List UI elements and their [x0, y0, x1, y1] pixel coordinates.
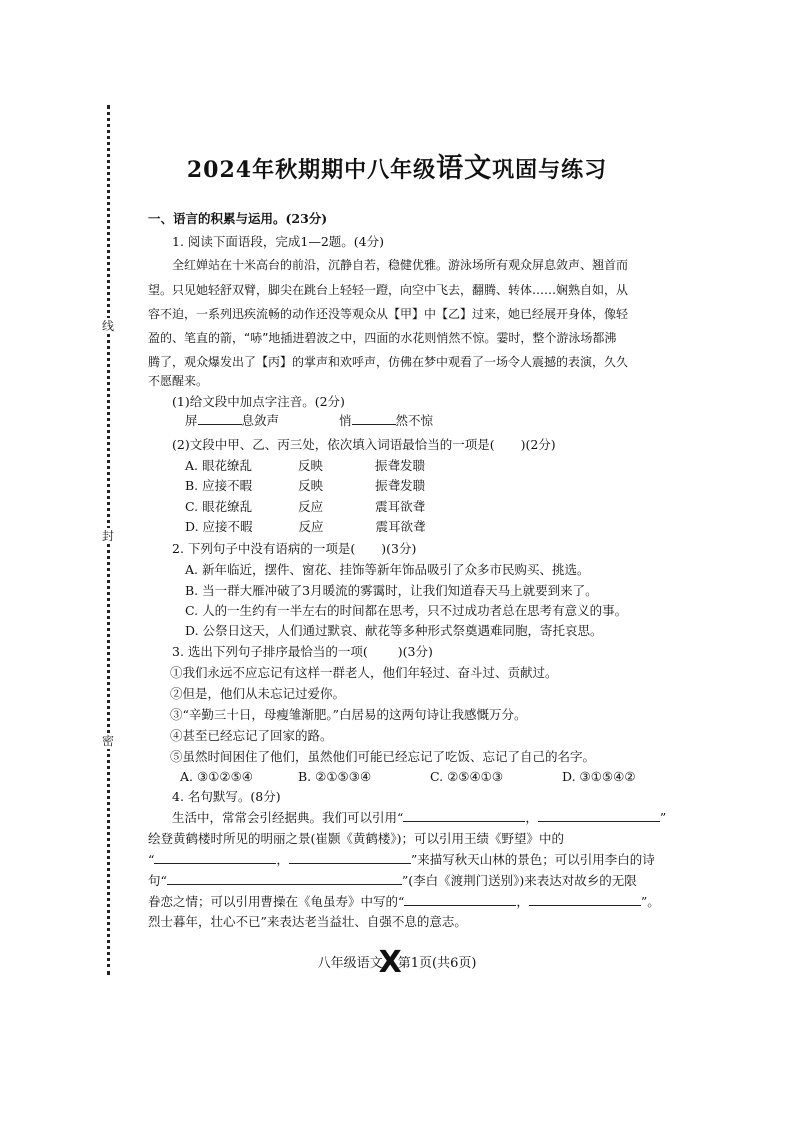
q3-sentence: ④甚至已经忘记了回家的路。: [170, 728, 333, 743]
q3-sentence: ②但是，他们从未忘记过爱你。: [170, 686, 346, 701]
passage-line: 望。只见她轻舒双臂，脚尖在跳台上轻轻一蹬，向空中飞去，翻腾、转体……娴熟自如，从: [148, 283, 629, 297]
section-heading: 一、语言的积累与运用。(23分): [148, 211, 328, 226]
passage-line: 腾了，观众爆发出了【丙】的掌声和欢呼声，仿佛在梦中观看了一场令人震撼的表演，久久: [148, 355, 629, 369]
title-subject: 语文: [436, 153, 493, 184]
binding-mark-feng: 封: [99, 528, 117, 544]
q1-1-items: 屏 息敛声 悄 然不惊: [185, 413, 434, 428]
q2-option-d: D. 公祭日这天，人们通过默哀、献花等多种形式祭奠遇难同胞，寄托哀思。: [185, 623, 603, 638]
q1-1-prompt: (1)给文段中加点字注音。(2分): [172, 394, 345, 409]
pinyin-blank-1[interactable]: [198, 412, 242, 425]
q1-2-option-c: C. 眼花缭乱 反应 震耳欲聋: [185, 499, 426, 514]
fill-blank[interactable]: [154, 851, 276, 864]
q3-option-c: C. ②⑤④①③: [430, 769, 504, 784]
q2-prompt: 2. 下列句子中没有语病的一项是( )(3分): [172, 541, 417, 556]
q2-option-c: C. 人的一生约有一半左右的时间都在思考，只不过成功者总在思考有意义的事。: [185, 603, 628, 618]
q1-2-option-a: A. 眼花缭乱 反映 振聋发聩: [185, 458, 426, 473]
q2-option-a: A. 新年临近，摆件、窗花、挂饰等新年饰品吸引了众多市民购买、挑选。: [185, 562, 590, 577]
q1-2-option-b: B. 应接不暇 反映 振聋发聩: [185, 478, 426, 493]
q3-option-d: D. ③①⑤④②: [562, 769, 636, 784]
passage-line: 盈的、笔直的箭，“哧”地插进碧波之中，四面的水花则悄然不惊。霎时，整个游泳场都沸: [148, 331, 617, 345]
q3-prompt: 3. 选出下列句子排序最恰当的一项( )(3分): [172, 644, 433, 659]
q1-2-prompt: (2)文段中甲、乙、丙三处，依次填入词语最恰当的一项是( )(2分): [172, 437, 556, 452]
pinyin-blank-2[interactable]: [352, 412, 396, 425]
binding-mark-xian: 线: [99, 318, 117, 334]
fill-blank[interactable]: [529, 893, 641, 906]
binding-mark-mi: 密: [99, 733, 117, 749]
passage-line: 全红婵站在十米高台的前沿，沉静自若，稳健优雅。游泳场所有观众屏息敛声、翘首而: [172, 258, 629, 272]
q2-option-b: B. 当一群大雁冲破了3月暖流的雾霭时，让我们知道春天马上就要到来了。: [185, 583, 598, 598]
q4-line: “ ， ”来描写秋天山林的景色；可以引用李白的诗: [148, 852, 655, 867]
q3-sentence: ③“辛勤三十日，母瘦雏渐肥。”白居易的这两句诗让我感慨万分。: [170, 707, 527, 722]
q1-2-option-d: D. 应接不暇 反应 震耳欲聋: [185, 519, 426, 534]
q3-sentence: ①我们永远不应忘记有这样一群老人，他们年轻过、奋斗过、贡献过。: [170, 665, 558, 680]
q3-option-b: B. ②①⑤③④: [298, 769, 372, 784]
fill-blank[interactable]: [167, 872, 402, 885]
fill-blank[interactable]: [404, 893, 516, 906]
fill-blank[interactable]: [538, 809, 660, 822]
page-footer: 八年级语文X第1页(共6页): [317, 945, 477, 980]
page-title: 2024年秋期期中八年级语文巩固与练习: [186, 153, 608, 184]
passage-line: 不愿醒来。: [148, 374, 209, 388]
fill-blank[interactable]: [403, 809, 525, 822]
q3-sentence: ⑤虽然时间困住了他们，虽然他们可能已经忘记了吃饭、忘记了自己的名字。: [170, 749, 596, 764]
fill-blank[interactable]: [289, 851, 411, 864]
q1-intro: 1. 阅读下面语段，完成1—2题。(4分): [172, 234, 385, 249]
q4-prompt: 4. 名句默写。(8分): [172, 789, 281, 804]
q4-line: 眷恋之情；可以引用曹操在《龟虽寿》中写的“ ， ”。: [148, 894, 660, 909]
q4-line: 绘登黄鹤楼时所见的明丽之景(崔颢《黄鹤楼》)；可以引用王绩《野望》中的: [148, 831, 565, 846]
q4-line: 烈士暮年，壮心不已”来表达老当益壮、自强不息的意志。: [148, 914, 467, 929]
passage-line: 容不迫，一系列迅疾流畅的动作还没等观众从【甲】中【乙】过来，她已经展开身体，像轻: [148, 307, 629, 321]
q3-option-a: A. ③①②⑤④: [180, 769, 254, 784]
q4-line: 句“ ”(李白《渡荆门送别》)来表达对故乡的无限: [148, 873, 637, 888]
x-mark: X: [378, 945, 402, 980]
q4-line: 生活中，常常会引经据典。我们可以引用“ ， ”: [172, 810, 667, 825]
